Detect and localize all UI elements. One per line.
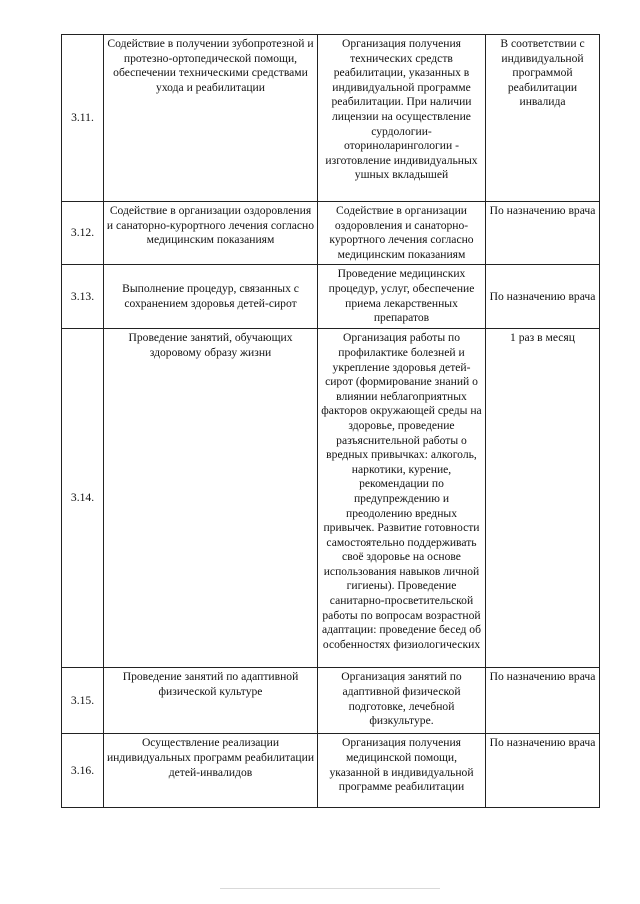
table-row (62, 668, 600, 734)
table-row (62, 329, 600, 668)
scan-artifact-line (220, 888, 440, 889)
service-term: По назначению врача (486, 265, 600, 329)
service-name: Содействие в организации оздоровления и санаторно-курортного лечения согласно медицинским показаниям (104, 202, 318, 265)
service-content: Организация занятий по адаптивной физической подготовке, лечебной физкультуре. (318, 668, 486, 734)
row-number: 3.14. (62, 329, 104, 668)
service-content: Организация получения медицинской помощи, указанной в индивидуальной программе реабилитации (318, 734, 486, 808)
row-number: 3.15. (62, 668, 104, 734)
services-table (61, 34, 600, 808)
table-row (62, 265, 600, 329)
service-term: По назначению врача (486, 668, 600, 734)
service-term: В соответствии с индивидуальной программой реабилитации инвалида (486, 35, 600, 202)
service-name: Осуществление реализации индивидуальных программ реабилитации детей-инвалидов (104, 734, 318, 808)
row-number: 3.16. (62, 734, 104, 808)
service-content: Организация работы по профилактике болезней и укрепление здоровья детей-сирот (формирование знаний о влиянии неблагоприятных факторов окружающей среды на здоровье, проведение разъяснительной работы о вредных привычках: алкоголь, наркотики, курение, рекомендации по предупреждению и преодолению вредных привычек. Развитие готовности самостоятельно поддерживать своё здоровье на основе использования навыков личной гигиены). Проведение санитарно-просветительской работы по вопросам возрастной адаптации: проведение бесед об особенностях физиологических (318, 329, 486, 668)
service-term: По назначению врача (486, 202, 600, 265)
service-term: 1 раз в месяц (486, 329, 600, 668)
row-number: 3.13. (62, 265, 104, 329)
table-row (62, 202, 600, 265)
service-name: Проведение занятий, обучающих здоровому образу жизни (104, 329, 318, 668)
service-term: По назначению врача (486, 734, 600, 808)
service-name: Проведение занятий по адаптивной физической культуре (104, 668, 318, 734)
service-content: Проведение медицинских процедур, услуг, обеспечение приема лекарственных препаратов (318, 265, 486, 329)
service-content: Содействие в организации оздоровления и санаторно-курортного лечения согласно медицинским показаниям (318, 202, 486, 265)
service-name: Выполнение процедур, связанных с сохранением здоровья детей-сирот (104, 265, 318, 329)
service-name: Содействие в получении зубопротезной и протезно-ортопедической помощи, обеспечении техническими средствами ухода и реабилитации (104, 35, 318, 202)
table-row (62, 734, 600, 808)
table-row (62, 35, 600, 202)
row-number: 3.12. (62, 202, 104, 265)
row-number: 3.11. (62, 35, 104, 202)
service-content: Организация получения технических средств реабилитации, указанных в индивидуальной программе реабилитации. При наличии лицензии на осуществление сурдологии-оториноларингологии - изготовление индивидуальных ушных вкладышей (318, 35, 486, 202)
